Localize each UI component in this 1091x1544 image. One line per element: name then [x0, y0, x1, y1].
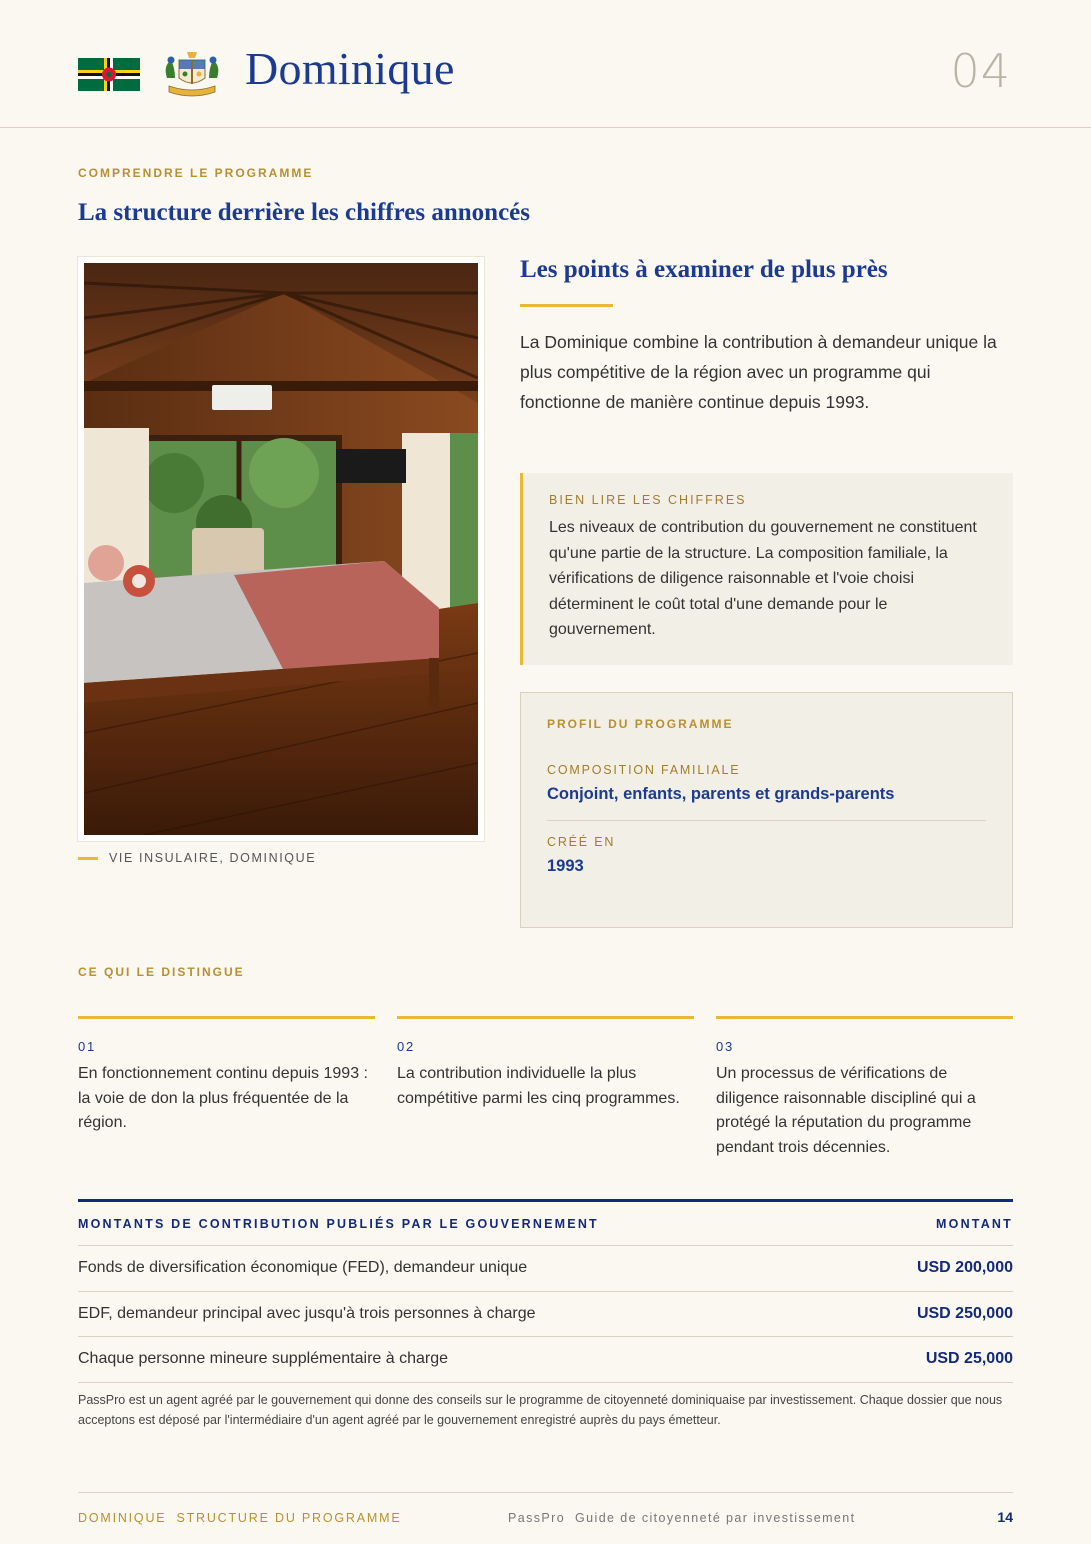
program-profile-card [520, 692, 1013, 928]
table-row [78, 1246, 1013, 1292]
caption-accent [78, 857, 98, 860]
section-title: La structure derrière les chiffres annoncés [78, 199, 530, 226]
callout-body: Les niveaux de contribution du gouvernement ne constituent qu'une partie de la structure. La composition familiale, la vérifications de diligence raisonnable et l'voie choisi déterminent le coût total d'une demande pour le gouvernement. [549, 519, 977, 638]
feature-text: La contribution individuelle la plus compétitive parmi les cinq programmes. [397, 1065, 680, 1107]
row-description: Fonds de diversification économique (FED), demandeur unique [78, 1259, 528, 1277]
feature-item [716, 1016, 1013, 1160]
feature-text: Un processus de vérifications de diligence raisonnable discipliné qui a protégé la réputation du programme pendant trois décennies. [716, 1065, 976, 1156]
profile-divider [547, 820, 986, 821]
table-header [78, 1202, 1013, 1246]
country-title: Dominique [245, 43, 455, 94]
page-header [0, 0, 1091, 128]
family-label: COMPOSITION FAMILIALE [547, 763, 741, 777]
table-row [78, 1337, 1013, 1383]
dominica-flag-icon [78, 58, 140, 91]
feature-item [78, 1016, 375, 1160]
photo-caption [78, 851, 316, 865]
callout-label: BIEN LIRE LES CHIFFRES [549, 493, 747, 507]
feature-item [397, 1016, 694, 1160]
points-body: La Dominique combine la contribution à demandeur unique la plus compétitive de la région avec un programme qui fonctionne de manière continue depuis 1993. [520, 332, 997, 412]
row-description: EDF, demandeur principal avec jusqu'à trois personnes à charge [78, 1304, 536, 1322]
section-eyebrow: COMPRENDRE LE PROGRAMME [78, 166, 314, 180]
points-title: Les points à examiner de plus près [520, 256, 888, 283]
caption-text: VIE INSULAIRE, DOMINIQUE [109, 851, 317, 865]
footer-country: DOMINIQUE [78, 1511, 167, 1525]
feature-list [78, 1016, 1013, 1160]
points-title-rule [520, 304, 613, 307]
table-row [78, 1292, 1013, 1338]
footer-section-label [78, 1511, 401, 1525]
footer-section: STRUCTURE DU PROGRAMME [176, 1511, 402, 1525]
callout-box [520, 473, 1013, 665]
row-description: Chaque personne mineure supplémentaire à charge [78, 1350, 449, 1368]
page-footer [78, 1492, 1013, 1544]
table-header-amount: MONTANT [936, 1216, 1013, 1231]
footer-guide: Guide de citoyenneté par investissement [575, 1511, 856, 1525]
row-amount: USD 250,000 [916, 1304, 1013, 1322]
footer-brand: PassPro [508, 1511, 566, 1525]
bedroom-photo [84, 263, 478, 835]
feature-number: 01 [78, 1039, 97, 1054]
distinct-eyebrow: CE QUI LE DISTINGUE [78, 965, 245, 979]
row-amount: USD 25,000 [925, 1350, 1013, 1368]
footer-page-number: 14 [997, 1509, 1013, 1525]
profile-heading: PROFIL DU PROGRAMME [547, 717, 734, 731]
created-value: 1993 [547, 857, 584, 875]
feature-number: 03 [716, 1039, 735, 1054]
feature-number: 02 [397, 1039, 416, 1054]
contribution-table [78, 1199, 1013, 1383]
created-label: CRÉÉ EN [547, 835, 616, 849]
section-number: 04 [950, 44, 1011, 98]
table-header-description: MONTANTS DE CONTRIBUTION PUBLIÉS PAR LE GOUVERNEMENT [78, 1216, 599, 1231]
photo-frame [78, 257, 484, 841]
coat-of-arms-icon [161, 48, 223, 100]
footer-guide-label [508, 1511, 855, 1525]
family-value: Conjoint, enfants, parents et grands-parents [547, 785, 895, 803]
disclaimer-note: PassPro est un agent agréé par le gouvernement qui donne des conseils sur le programme de citoyenneté dominiquaise par investissement. Chaque dossier que nous acceptons est déposé par l'intermédiaire d'un agent agréé par le gouvernement enregistré auprès du pays émetteur. [78, 1393, 1003, 1427]
row-amount: USD 200,000 [916, 1259, 1013, 1277]
feature-text: En fonctionnement continu depuis 1993 : la voie de don la plus fréquentée de la région. [78, 1065, 368, 1131]
